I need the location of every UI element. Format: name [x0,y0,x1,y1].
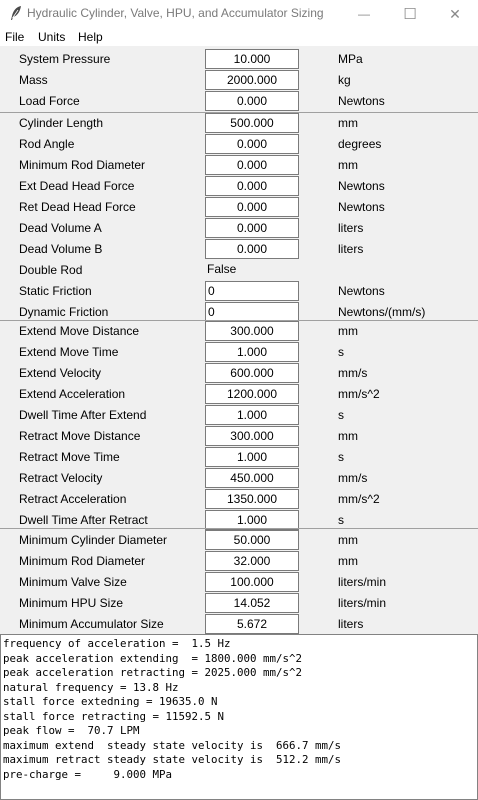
unit-min-rod-diameter-result: mm [338,554,358,568]
mass-field[interactable]: 2000.000 [205,70,299,90]
row-retract-move-distance [0,426,478,447]
row-mass [0,70,478,91]
min-rod-diameter-result-value: 32.000 [205,551,299,571]
row-min-accumulator-size [0,614,478,635]
row-cylinder-length [0,113,478,134]
min-rod-diameter-input-field[interactable]: 0.000 [205,155,299,175]
unit-min-hpu-size: liters/min [338,596,387,610]
dynamic-friction-field[interactable]: 0 [205,302,299,322]
maximize-icon: ☐ [403,6,417,23]
min-hpu-size-value: 14.052 [205,593,299,613]
row-dwell-after-extend [0,405,478,426]
menu-file[interactable]: File [5,30,25,44]
label-load-force: Load Force [19,94,80,108]
row-rod-angle [0,134,478,155]
label-min-rod-diameter-input: Minimum Rod Diameter [19,158,146,172]
ext-dead-head-force-field[interactable]: 0.000 [205,176,299,196]
row-load-force [0,91,478,112]
label-extend-acceleration: Extend Acceleration [19,387,126,401]
row-ext-dead-head-force [0,176,478,197]
label-extend-velocity: Extend Velocity [19,366,102,380]
row-system-pressure [0,49,478,70]
unit-retract-velocity: mm/s [338,471,368,485]
unit-extend-move-distance: mm [338,324,358,338]
unit-dead-volume-b: liters [338,242,364,256]
label-system-pressure: System Pressure [19,52,111,66]
min-valve-size-value: 100.000 [205,572,299,592]
menu-help[interactable]: Help [78,30,103,44]
unit-retract-move-distance: mm [338,429,358,443]
output-line: stall force extedning = 19635.0 N [3,695,218,708]
output-line: peak flow = 70.7 LPM [3,724,140,737]
retract-move-distance-field[interactable]: 300.000 [205,426,299,446]
dwell-after-retract-field[interactable]: 1.000 [205,510,299,530]
minimize-button[interactable] [341,0,387,28]
unit-min-valve-size: liters/min [338,575,387,589]
load-force-field[interactable]: 0.000 [205,91,299,111]
row-extend-move-time [0,342,478,363]
output-line: stall force retracting = 11592.5 N [3,709,225,723]
label-min-accumulator-size: Minimum Accumulator Size [19,617,164,631]
unit-ext-dead-head-force: Newtons [338,179,385,193]
row-min-rod-diameter-result [0,551,478,572]
row-min-valve-size [0,572,478,593]
rod-angle-field[interactable]: 0.000 [205,134,299,154]
extend-move-time-field[interactable]: 1.000 [205,342,299,362]
output-line: frequency of acceleration = 1.5 Hz [3,637,231,650]
dead-volume-b-field[interactable]: 0.000 [205,239,299,259]
results-output-text[interactable] [0,634,478,800]
label-min-cylinder-diameter: Minimum Cylinder Diameter [19,533,168,547]
output-line: maximum extend steady state velocity is 666.7 mm/s [3,738,342,752]
label-cylinder-length: Cylinder Length [19,116,104,130]
close-button[interactable] [432,0,478,28]
row-extend-acceleration [0,384,478,405]
label-dwell-after-retract: Dwell Time After Retract [19,513,148,527]
unit-min-rod-diameter-input: mm [338,158,358,172]
unit-rod-angle: degrees [338,137,382,151]
row-retract-velocity [0,468,478,489]
row-extend-move-distance [0,321,478,342]
dead-volume-a-field[interactable]: 0.000 [205,218,299,238]
unit-system-pressure: MPa [338,52,363,66]
row-ret-dead-head-force [0,197,478,218]
label-retract-move-distance: Retract Move Distance [19,429,141,443]
double-rod-toggle[interactable]: False [207,262,237,276]
unit-dead-volume-a: liters [338,221,364,235]
unit-load-force: Newtons [338,94,385,108]
feather-icon [9,5,23,21]
dwell-after-extend-field[interactable]: 1.000 [205,405,299,425]
unit-dynamic-friction: Newtons/(mm/s) [338,305,426,319]
output-line: maximum retract steady state velocity is 512.2 mm/s [3,753,342,766]
row-retract-move-time [0,447,478,468]
ret-dead-head-force-field[interactable]: 0.000 [205,197,299,217]
label-retract-acceleration: Retract Acceleration [19,492,127,506]
unit-retract-acceleration: mm/s^2 [338,492,380,506]
unit-retract-move-time: s [338,450,344,464]
label-retract-move-time: Retract Move Time [19,450,120,464]
menu-units[interactable]: Units [38,30,66,44]
title-bar[interactable] [0,0,478,28]
unit-min-cylinder-diameter: mm [338,533,358,547]
unit-static-friction: Newtons [338,284,385,298]
unit-extend-acceleration: mm/s^2 [338,387,380,401]
cylinder-length-field[interactable]: 500.000 [205,113,299,133]
retract-move-time-field[interactable]: 1.000 [205,447,299,467]
min-accumulator-size-value: 5.672 [205,614,299,634]
label-dynamic-friction: Dynamic Friction [19,305,109,319]
row-min-cylinder-diameter [0,530,478,551]
system-pressure-field[interactable]: 10.000 [205,49,299,69]
unit-extend-velocity: mm/s [338,366,368,380]
label-extend-move-time: Extend Move Time [19,345,119,359]
row-double-rod [0,260,478,281]
min-cylinder-diameter-value: 50.000 [205,530,299,550]
retract-velocity-field[interactable]: 450.000 [205,468,299,488]
output-line: peak acceleration retracting = 2025.000 mm/s^2 [3,666,303,679]
close-icon: ✕ [449,5,461,22]
menu-bar [0,28,478,46]
row-dead-volume-a [0,218,478,239]
unit-min-accumulator-size: liters [338,617,364,631]
row-dead-volume-b [0,239,478,260]
label-mass: Mass [19,73,48,87]
unit-dwell-after-extend: s [338,408,344,422]
minimize-icon: — [358,7,370,21]
label-ret-dead-head-force: Ret Dead Head Force [19,200,136,214]
row-retract-acceleration [0,489,478,510]
label-min-valve-size: Minimum Valve Size [19,575,127,589]
unit-extend-move-time: s [338,345,344,359]
unit-ret-dead-head-force: Newtons [338,200,385,214]
label-dead-volume-a: Dead Volume A [19,221,102,235]
row-extend-velocity [0,363,478,384]
label-min-rod-diameter-result: Minimum Rod Diameter [19,554,146,568]
label-extend-move-distance: Extend Move Distance [19,324,140,338]
label-double-rod: Double Rod [19,263,83,277]
window-title: Hydraulic Cylinder, Valve, HPU, and Accumulator Sizing [27,6,324,20]
unit-cylinder-length: mm [338,116,358,130]
extend-move-distance-field[interactable]: 300.000 [205,321,299,341]
label-static-friction: Static Friction [19,284,92,298]
row-static-friction [0,281,478,302]
label-dwell-after-extend: Dwell Time After Extend [19,408,147,422]
label-min-hpu-size: Minimum HPU Size [19,596,124,610]
row-min-rod-diameter-input [0,155,478,176]
row-min-hpu-size [0,593,478,614]
output-line: peak acceleration extending = 1800.000 mm/s^2 [3,651,303,665]
label-retract-velocity: Retract Velocity [19,471,103,485]
label-dead-volume-b: Dead Volume B [19,242,103,256]
static-friction-field[interactable]: 0 [205,281,299,301]
output-line: pre-charge = 9.000 MPa [3,767,173,781]
unit-dwell-after-retract: s [338,513,344,527]
unit-mass: kg [338,73,351,87]
group-separator [0,528,478,529]
label-rod-angle: Rod Angle [19,137,75,151]
label-ext-dead-head-force: Ext Dead Head Force [19,179,135,193]
maximize-button[interactable] [387,0,433,28]
extend-acceleration-field[interactable]: 1200.000 [205,384,299,404]
parameter-form [0,46,478,634]
output-line: natural frequency = 13.8 Hz [3,680,179,694]
retract-acceleration-field[interactable]: 1350.000 [205,489,299,509]
extend-velocity-field[interactable]: 600.000 [205,363,299,383]
